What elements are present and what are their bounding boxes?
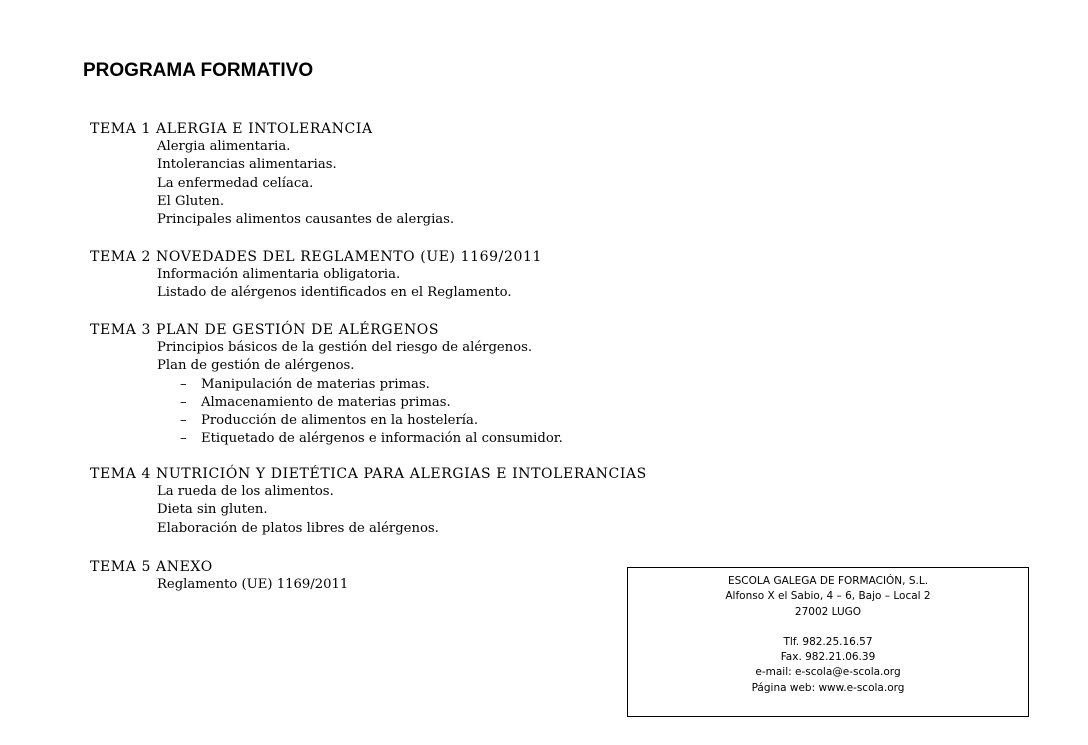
- sub-list-item: – Almacenamiento de materias primas.: [90, 394, 563, 412]
- tema-1-section: [90, 120, 454, 229]
- tema-items: [90, 266, 542, 302]
- list-item: Alergia alimentaria.: [157, 139, 291, 155]
- dash-bullet: –: [180, 394, 187, 410]
- phone-number: Tlf. 982.25.16.57: [783, 635, 873, 648]
- sub-list-item: – Manipulación de materias primas.: [90, 376, 563, 394]
- list-item: Plan de gestión de alérgenos.: [157, 358, 355, 374]
- tema-4-section: [90, 465, 647, 538]
- tema-items: [90, 483, 647, 538]
- sub-list-item: – Etiquetado de alérgenos e información al consumidor.: [90, 430, 563, 448]
- dash-bullet: –: [180, 376, 187, 392]
- page-title: PROGRAMA FORMATIVO: [83, 60, 314, 81]
- tema-heading: TEMA 1 ALERGIA E INTOLERANCIA: [90, 121, 373, 137]
- list-item: La rueda de los alimentos.: [157, 484, 334, 500]
- list-item: El Gluten.: [157, 193, 225, 209]
- list-item: Dieta sin gluten.: [157, 502, 268, 518]
- contact-box: [627, 567, 1029, 717]
- sub-items: [90, 376, 563, 449]
- fax-number: Fax. 982.21.06.39: [780, 651, 876, 664]
- list-item: Elaboración de platos libres de alérgenos.: [157, 520, 439, 536]
- company-city: 27002 LUGO: [794, 605, 862, 618]
- tema-items: [90, 339, 563, 375]
- list-item: La enfermedad celíaca.: [157, 175, 314, 191]
- tema-heading: TEMA 5 ANEXO: [90, 559, 213, 575]
- tema-heading: TEMA 4 NUTRICIÓN Y DIETÉTICA PARA ALERGIAS E INTOLERANCIAS: [90, 466, 647, 482]
- company-address: Alfonso X el Sabio, 4 – 6, Bajo – Local 2: [725, 590, 931, 603]
- list-item: Información alimentaria obligatoria.: [157, 267, 401, 283]
- tema-heading: TEMA 2 NOVEDADES DEL REGLAMENTO (UE) 1169/2011: [90, 249, 543, 265]
- company-name: ESCOLA GALEGA DE FORMACIÓN, S.L.: [727, 575, 929, 587]
- tema-items: [90, 138, 454, 229]
- sub-list-item: – Producción de alimentos en la hostelería.: [90, 412, 563, 430]
- spacer: [628, 620, 1028, 635]
- tema-heading: TEMA 3 PLAN DE GESTIÓN DE ALÉRGENOS: [90, 322, 440, 338]
- list-item: Principios básicos de la gestión del riesgo de alérgenos.: [157, 340, 533, 356]
- tema-5-section: [90, 558, 348, 594]
- website: Página web: www.e-scola.org: [751, 681, 905, 694]
- tema-2-section: [90, 248, 542, 303]
- list-item: Reglamento (UE) 1169/2011: [157, 577, 349, 593]
- email-address: e-mail: e-scola@e-scola.org: [755, 666, 901, 679]
- list-item: Intolerancias alimentarias.: [157, 157, 337, 173]
- tema-items: [90, 576, 348, 594]
- dash-bullet: –: [180, 431, 187, 447]
- dash-bullet: –: [180, 413, 187, 429]
- list-item: Listado de alérgenos identificados en el Reglamento.: [157, 285, 512, 301]
- tema-3-section: [90, 321, 563, 448]
- list-item: Principales alimentos causantes de alergias.: [157, 212, 455, 228]
